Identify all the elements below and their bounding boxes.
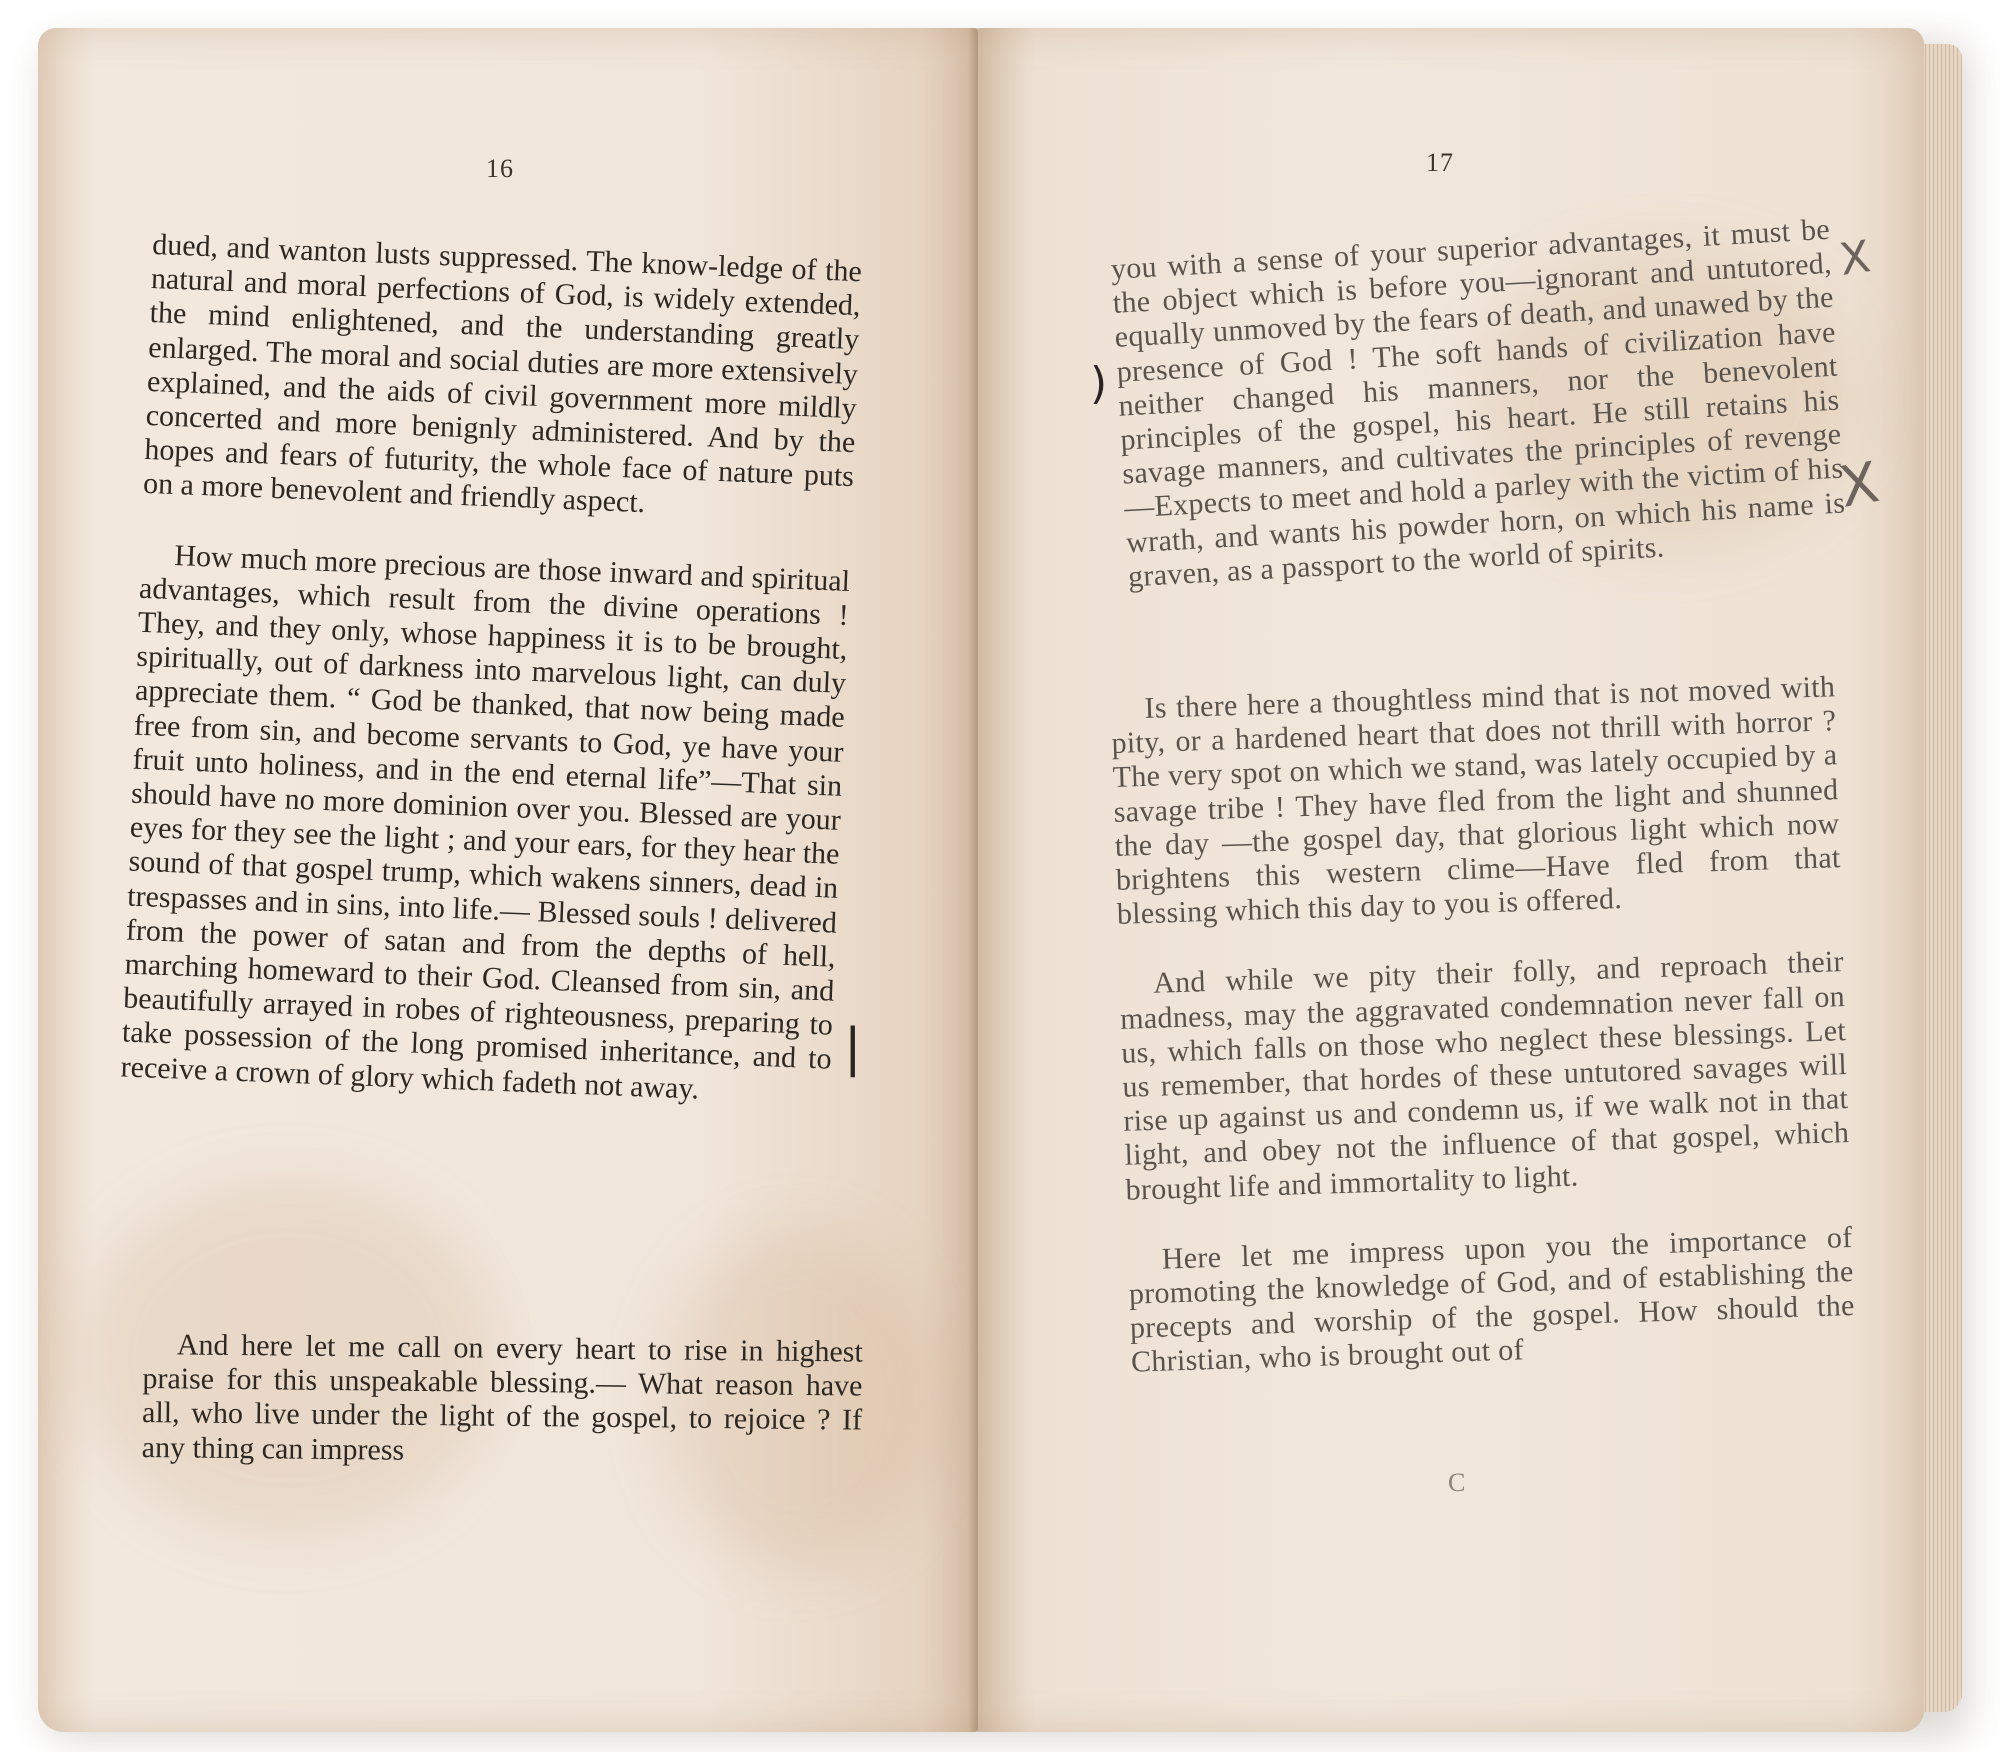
paragraph: you with a sense of your superior advantages, it must be the object which is before you—ignorant and untutored, equally unmoved by the fears of death, and unawed by the presence of God ! The soft hands of civilization have neither changed his manners, nor the benevolent principles of the gospel, his heart. He still retains his savage manners, and cultivates the principles of revenge —Expects to meet and hold a parley with the victim of his wrath, and wants his powder horn, on which his name is graven, as a passport to the world of spirits. xyxy=(1110,212,1846,594)
page-number: 17 xyxy=(1426,148,1454,177)
paragraph: How much more precious are those inward and spiritual advantages, which result from the divine operations ! They, and they only, whose happiness it is to be brought, spiritually, out of darkness into marvelous light, can duly appreciate them. “ God be thanked, that now being made free from sin, and become servants to God, ye have your fruit unto holiness, and in the end eternal life”—That sin should have no more dominion over you. Blessed are your eyes for they see the light ; and your ears, for they hear the sound of that gospel trump, which wakens sinners, dead in trespasses and in sins, into life.— Blessed souls ! delivered from the power of satan and from the depths of hell, marching homeward to their God. Cleansed from sin, and beautifully arrayed in robes of righteousness, preparing to take possession of the long promised inheritance, and to receive a crown of glory which fadeth not away. xyxy=(120,538,851,1106)
right-page-body xyxy=(1110,213,1850,631)
paragraph: And while we pity their folly, and reproach their madness, may the aggravated condemnation never fall on us, which falls on those who neglect these blessings. Let us remember, that hordes of these untutored savages will rise up against us and condemn us, if we walk not in that light, and obey not the influence of that gospel, which brought life and immortality to light. xyxy=(1119,945,1850,1207)
page-edges xyxy=(1918,44,1962,1712)
margin-pencil-mark: | xyxy=(844,1018,862,1078)
margin-pencil-x: X xyxy=(1836,231,1874,286)
right-page-body-mid xyxy=(1110,670,1857,1416)
signature-mark: C xyxy=(1448,1468,1466,1497)
left-page-body-end xyxy=(141,1328,863,1508)
page-number: 16 xyxy=(486,154,514,183)
left-page xyxy=(38,28,978,1732)
margin-pencil-x: X xyxy=(1834,450,1884,521)
margin-pencil-bracket: ) xyxy=(1090,358,1108,409)
paragraph: Here let me impress upon you the importance of promoting the knowledge of God, and of establishing the precepts and worship of the gospel. How should the Christian, who is brought out of xyxy=(1128,1220,1856,1380)
paragraph: And here let me call on every heart to rise in highest praise for this unspeakable blessing.— What reason have all, who live under the light of the gospel, to rejoice ? If any thing can impress xyxy=(141,1328,863,1467)
paragraph: dued, and wanton lusts suppressed. The know-ledge of the natural and moral perfections of God, is widely extended, the mind enlightened, and the understanding greatly enlarged. The moral and social duties are more extensively explained, and the aids of civil government more mildly concerted and more benignly administered. And by the hopes and fears of futurity, the whole face of nature puts on a more benevolent and friendly aspect. xyxy=(142,228,863,520)
paragraph: Is there here a thoughtless mind that is not moved with pity, or a hardened heart that does not thrill with horror ? The very spot on which we stand, was lately occupied by a savage tribe ! They have fled from the light and shunned the day —the gospel day, that glorious light which now brightens this western clime—Have fled from that blessing which this day to you is offered. xyxy=(1111,670,1842,932)
right-page xyxy=(978,28,1924,1732)
left-page-body xyxy=(119,228,863,1147)
